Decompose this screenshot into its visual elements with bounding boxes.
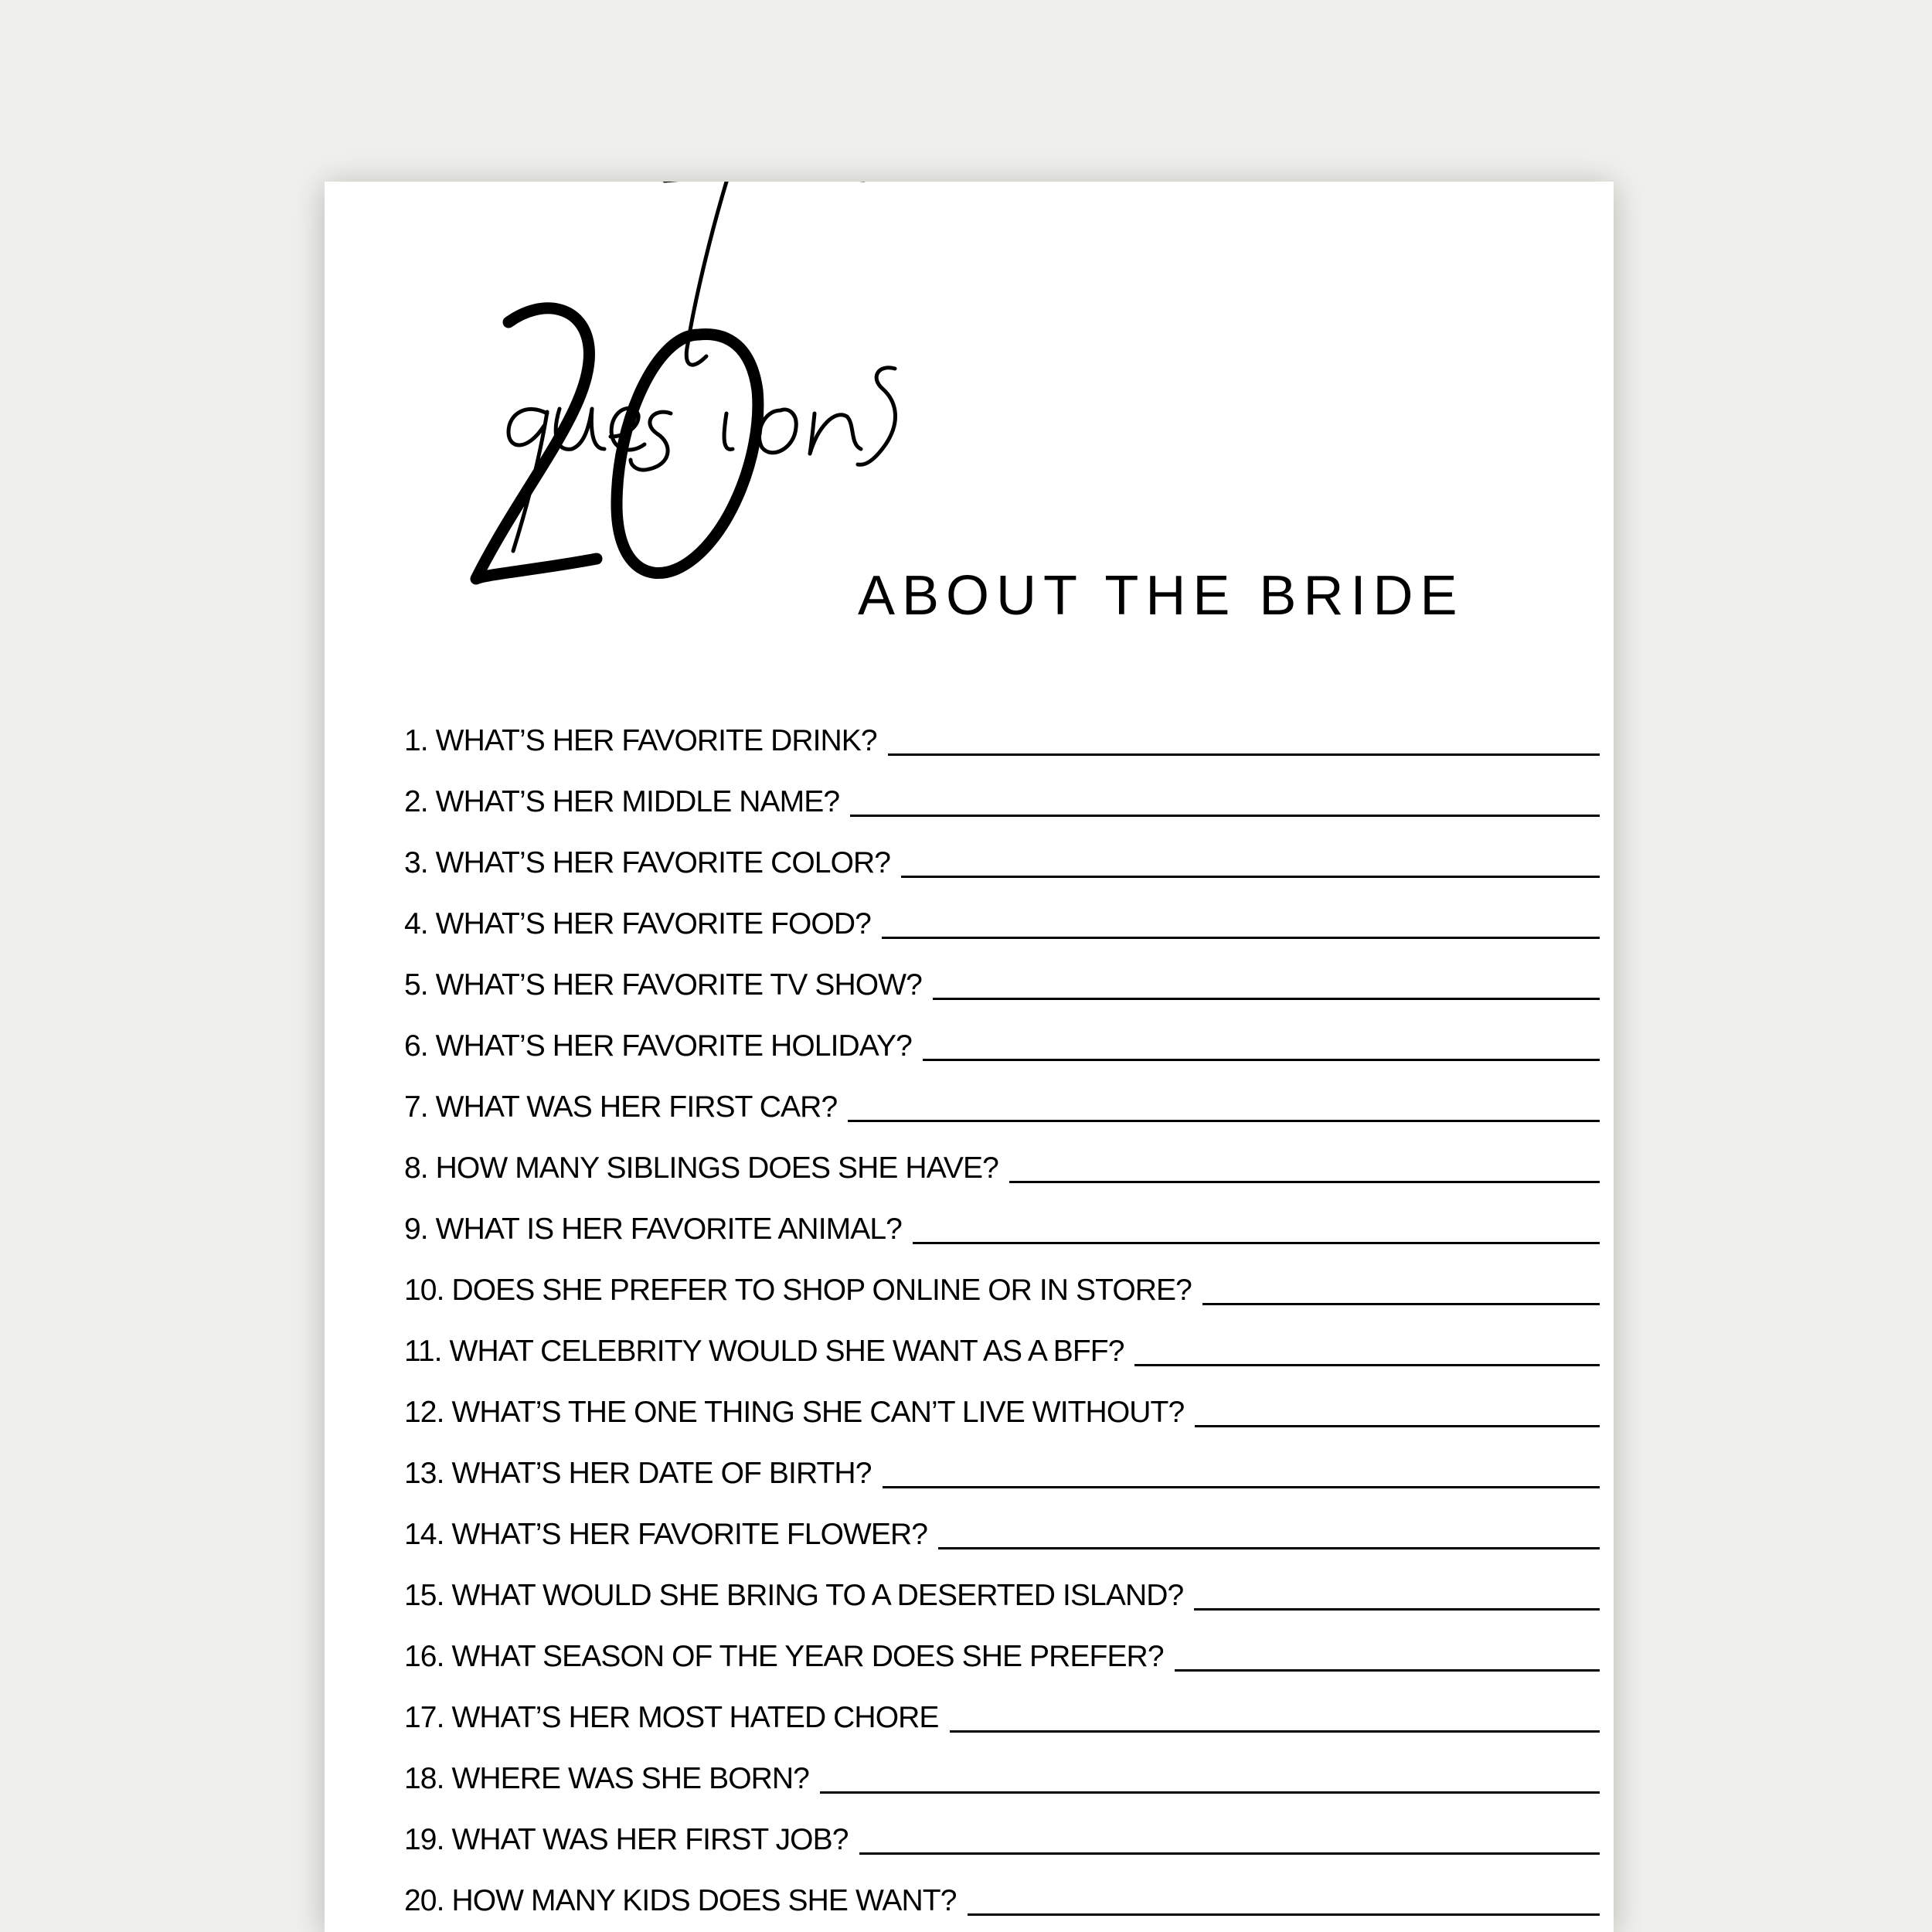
answer-line[interactable]	[848, 1120, 1600, 1122]
question-text: 8. HOW MANY SIBLINGS DOES SHE HAVE?	[404, 1151, 998, 1185]
answer-line[interactable]	[1009, 1181, 1600, 1183]
question-row	[404, 699, 1600, 760]
question-row	[404, 1554, 1600, 1615]
subtitle: ABOUT THE BRIDE	[858, 565, 1464, 627]
question-row	[404, 1798, 1600, 1859]
question-row	[404, 1310, 1600, 1371]
answer-line[interactable]	[1134, 1364, 1600, 1366]
question-text: 19. WHAT WAS HER FIRST JOB?	[404, 1823, 849, 1856]
answer-line[interactable]	[888, 753, 1600, 756]
question-text: 15. WHAT WOULD SHE BRING TO A DESERTED ISLAND?	[404, 1579, 1184, 1612]
title-letter-i	[724, 413, 733, 449]
question-row	[404, 1005, 1600, 1066]
question-text: 18. WHERE WAS SHE BORN?	[404, 1762, 809, 1795]
question-text: 14. WHAT’S HER FAVORITE FLOWER?	[404, 1518, 928, 1551]
question-row	[404, 1493, 1600, 1554]
answer-line[interactable]	[1175, 1669, 1600, 1672]
question-text: 9. WHAT IS HER FAVORITE ANIMAL?	[404, 1213, 902, 1246]
title-letter-s-final	[858, 368, 895, 464]
answer-line[interactable]	[933, 998, 1600, 1000]
question-row	[404, 883, 1600, 944]
answer-line[interactable]	[820, 1791, 1600, 1794]
answer-line[interactable]	[923, 1059, 1600, 1061]
answer-line[interactable]	[859, 1852, 1600, 1855]
question-row	[404, 1615, 1600, 1676]
question-text: 20. HOW MANY KIDS DOES SHE WANT?	[404, 1884, 957, 1917]
question-row	[404, 1127, 1600, 1188]
answer-line[interactable]	[1194, 1608, 1600, 1611]
question-text: 16. WHAT SEASON OF THE YEAR DOES SHE PREFER?	[404, 1640, 1164, 1673]
question-text: 1. WHAT’S HER FAVORITE DRINK?	[404, 724, 877, 757]
handwritten-title-logo	[325, 182, 1614, 614]
question-text: 2. WHAT’S HER MIDDLE NAME?	[404, 785, 840, 818]
question-row	[404, 1188, 1600, 1249]
question-row	[404, 944, 1600, 1005]
question-row	[404, 1859, 1600, 1920]
question-row	[404, 1737, 1600, 1798]
answer-line[interactable]	[901, 876, 1600, 878]
question-text: 17. WHAT’S HER MOST HATED CHORE	[404, 1701, 939, 1734]
answer-line[interactable]	[1195, 1425, 1600, 1427]
answer-line[interactable]	[968, 1913, 1600, 1916]
question-text: 3. WHAT’S HER FAVORITE COLOR?	[404, 846, 891, 879]
question-list	[404, 699, 1600, 1920]
question-text: 5. WHAT’S HER FAVORITE TV SHOW?	[404, 968, 922, 1002]
title-letter-o	[759, 410, 796, 453]
question-row	[404, 1066, 1600, 1127]
question-row	[404, 1676, 1600, 1737]
answer-line[interactable]	[883, 1486, 1600, 1488]
question-text: 12. WHAT’S THE ONE THING SHE CAN’T LIVE WITHOUT?	[404, 1396, 1185, 1429]
question-text: 13. WHAT’S HER DATE OF BIRTH?	[404, 1457, 872, 1490]
answer-line[interactable]	[850, 815, 1600, 817]
question-row	[404, 1249, 1600, 1310]
answer-line[interactable]	[882, 937, 1600, 939]
question-text: 7. WHAT WAS HER FIRST CAR?	[404, 1090, 838, 1124]
question-row	[404, 1432, 1600, 1493]
question-row	[404, 760, 1600, 821]
title-letter-n	[810, 413, 861, 454]
question-text: 10. DOES SHE PREFER TO SHOP ONLINE OR IN STORE?	[404, 1274, 1192, 1307]
title-digit-zero	[617, 334, 758, 573]
question-row	[404, 1371, 1600, 1432]
question-text: 6. WHAT’S HER FAVORITE HOLIDAY?	[404, 1029, 912, 1063]
answer-line[interactable]	[913, 1242, 1600, 1244]
printable-sheet	[325, 182, 1614, 1932]
question-text: 4. WHAT’S HER FAVORITE FOOD?	[404, 907, 871, 940]
answer-line[interactable]	[938, 1547, 1600, 1549]
question-row	[404, 821, 1600, 883]
answer-line[interactable]	[950, 1730, 1600, 1733]
question-text: 11. WHAT CELEBRITY WOULD SHE WANT AS A BFF?	[404, 1335, 1124, 1368]
answer-line[interactable]	[1202, 1303, 1600, 1305]
